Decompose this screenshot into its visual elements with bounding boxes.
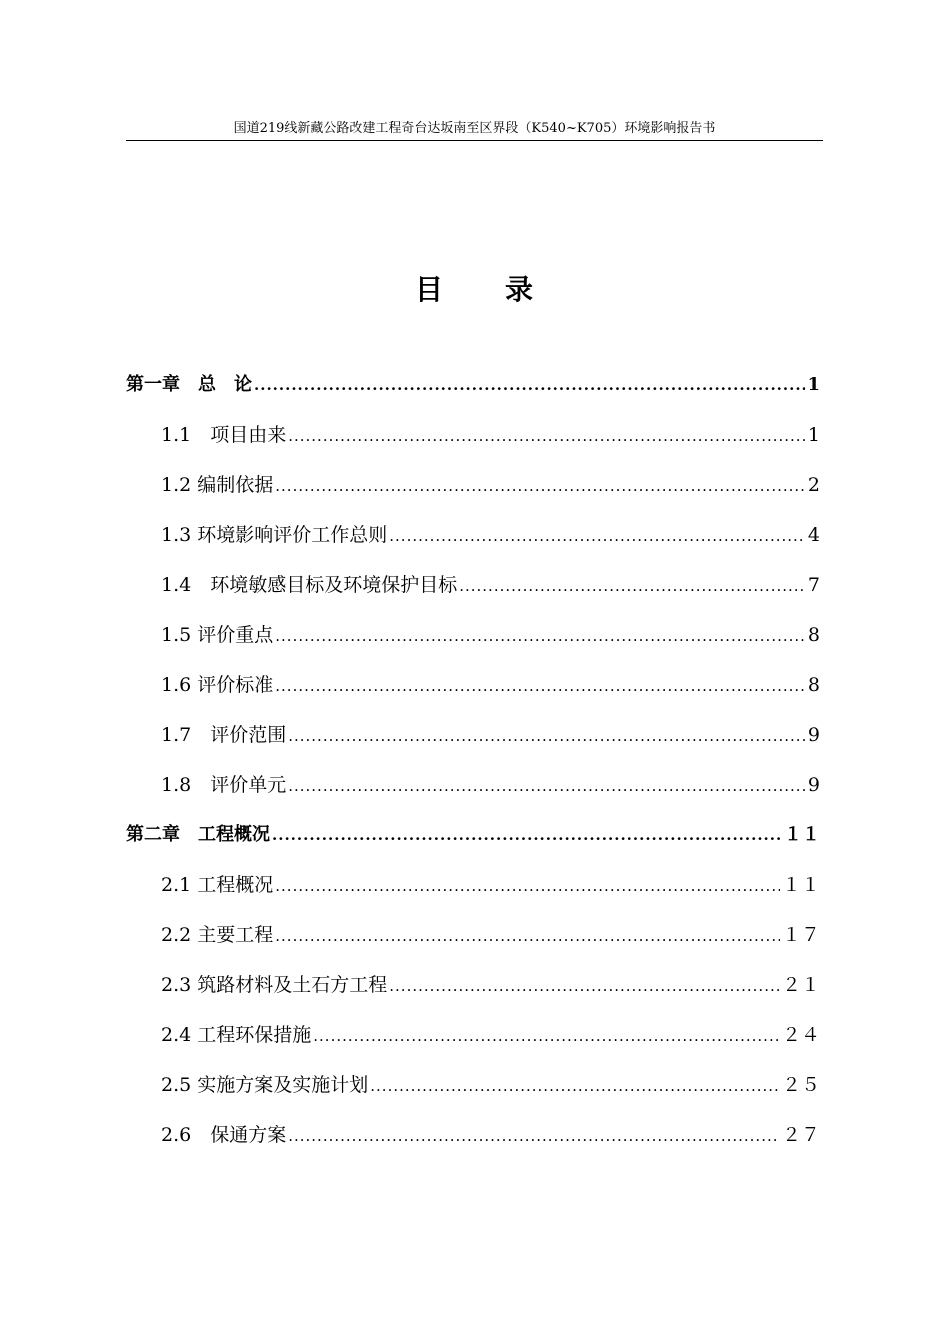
- toc-entry-label: 1.3 环境影响评价工作总则: [161, 524, 388, 546]
- toc-entry-label: 2.6 保通方案: [161, 1124, 287, 1146]
- toc-entry-page: 4: [807, 524, 820, 546]
- toc-entry-page: ２７: [781, 1124, 820, 1146]
- toc-entry-label: 2.5 实施方案及实施计划: [161, 1074, 369, 1096]
- toc-entry-1-3[interactable]: [126, 510, 820, 560]
- toc-entry-page: 1: [807, 424, 820, 446]
- toc-entry-page: ２１: [781, 974, 820, 996]
- toc-entry-label: 1.4 环境敏感目标及环境保护目标: [161, 574, 458, 596]
- toc-entry-page: １７: [781, 924, 820, 946]
- toc-entry-page: 8: [807, 624, 820, 646]
- toc-leader-dots: [288, 761, 806, 811]
- toc-entry-page: １１: [784, 824, 820, 845]
- toc-entry-chapter-1[interactable]: [126, 360, 820, 410]
- toc-leader-dots: [288, 411, 806, 461]
- toc-leader-dots: [389, 511, 806, 561]
- toc-title: 目 录: [414, 273, 535, 306]
- table-of-contents: [126, 360, 820, 1160]
- toc-leader-dots: [275, 861, 780, 911]
- toc-entry-page: 7: [807, 574, 820, 596]
- toc-leader-dots: [459, 561, 806, 611]
- toc-leader-dots: [275, 661, 806, 711]
- toc-entry-label: 2.4 工程环保措施: [161, 1024, 312, 1046]
- toc-entry-1-6[interactable]: [126, 660, 820, 710]
- toc-entry-1-7[interactable]: [126, 710, 820, 760]
- toc-entry-label: 1.2 编制依据: [161, 474, 274, 496]
- toc-entry-2-3[interactable]: [126, 960, 820, 1010]
- toc-leader-dots: [275, 911, 780, 961]
- toc-entry-page: 1: [807, 374, 820, 395]
- header-rule: [126, 140, 823, 141]
- toc-entry-2-4[interactable]: [126, 1010, 820, 1060]
- toc-entry-1-4[interactable]: [126, 560, 820, 610]
- toc-entry-page: 8: [807, 674, 820, 696]
- toc-leader-dots: [313, 1011, 780, 1061]
- toc-entry-page: 9: [807, 724, 820, 746]
- toc-entry-chapter-2[interactable]: [126, 810, 820, 860]
- toc-entry-label: 1.7 评价范围: [161, 724, 287, 746]
- toc-entry-1-1[interactable]: [126, 410, 820, 460]
- toc-leader-dots: [254, 360, 805, 410]
- toc-entry-1-2[interactable]: [126, 460, 820, 510]
- toc-entry-page: ２５: [781, 1074, 820, 1096]
- toc-entry-label: 2.3 筑路材料及土石方工程: [161, 974, 388, 996]
- toc-entry-label: 1.6 评价标准: [161, 674, 274, 696]
- toc-entry-2-1[interactable]: [126, 860, 820, 910]
- toc-entry-1-8[interactable]: [126, 760, 820, 810]
- toc-entry-label: 2.2 主要工程: [161, 924, 274, 946]
- toc-entry-label: 1.5 评价重点: [161, 624, 274, 646]
- toc-entry-label: 第二章 工程概况: [126, 824, 270, 845]
- toc-leader-dots: [288, 1111, 780, 1161]
- toc-leader-dots: [275, 611, 806, 661]
- toc-entry-label: 第一章 总 论: [126, 374, 252, 395]
- toc-entry-page: １１: [781, 874, 820, 896]
- toc-entry-2-5[interactable]: [126, 1060, 820, 1110]
- toc-entry-label: 2.1 工程概况: [161, 874, 274, 896]
- toc-entry-page: 9: [807, 774, 820, 796]
- toc-entry-label: 1.1 项目由来: [161, 424, 287, 446]
- toc-leader-dots: [389, 961, 780, 1011]
- toc-entry-1-5[interactable]: [126, 610, 820, 660]
- toc-entry-label: 1.8 评价单元: [161, 774, 287, 796]
- toc-entry-page: 2: [807, 474, 820, 496]
- toc-leader-dots: [275, 461, 806, 511]
- toc-entry-2-2[interactable]: [126, 910, 820, 960]
- toc-leader-dots: [370, 1061, 780, 1111]
- toc-entry-page: ２４: [781, 1024, 820, 1046]
- toc-leader-dots: [288, 711, 806, 761]
- toc-entry-2-6[interactable]: [126, 1110, 820, 1160]
- toc-leader-dots: [272, 810, 782, 860]
- running-header: 国道219线新藏公路改建工程奇台达坂南至区界段（K540~K705）环境影响报告书: [233, 121, 716, 136]
